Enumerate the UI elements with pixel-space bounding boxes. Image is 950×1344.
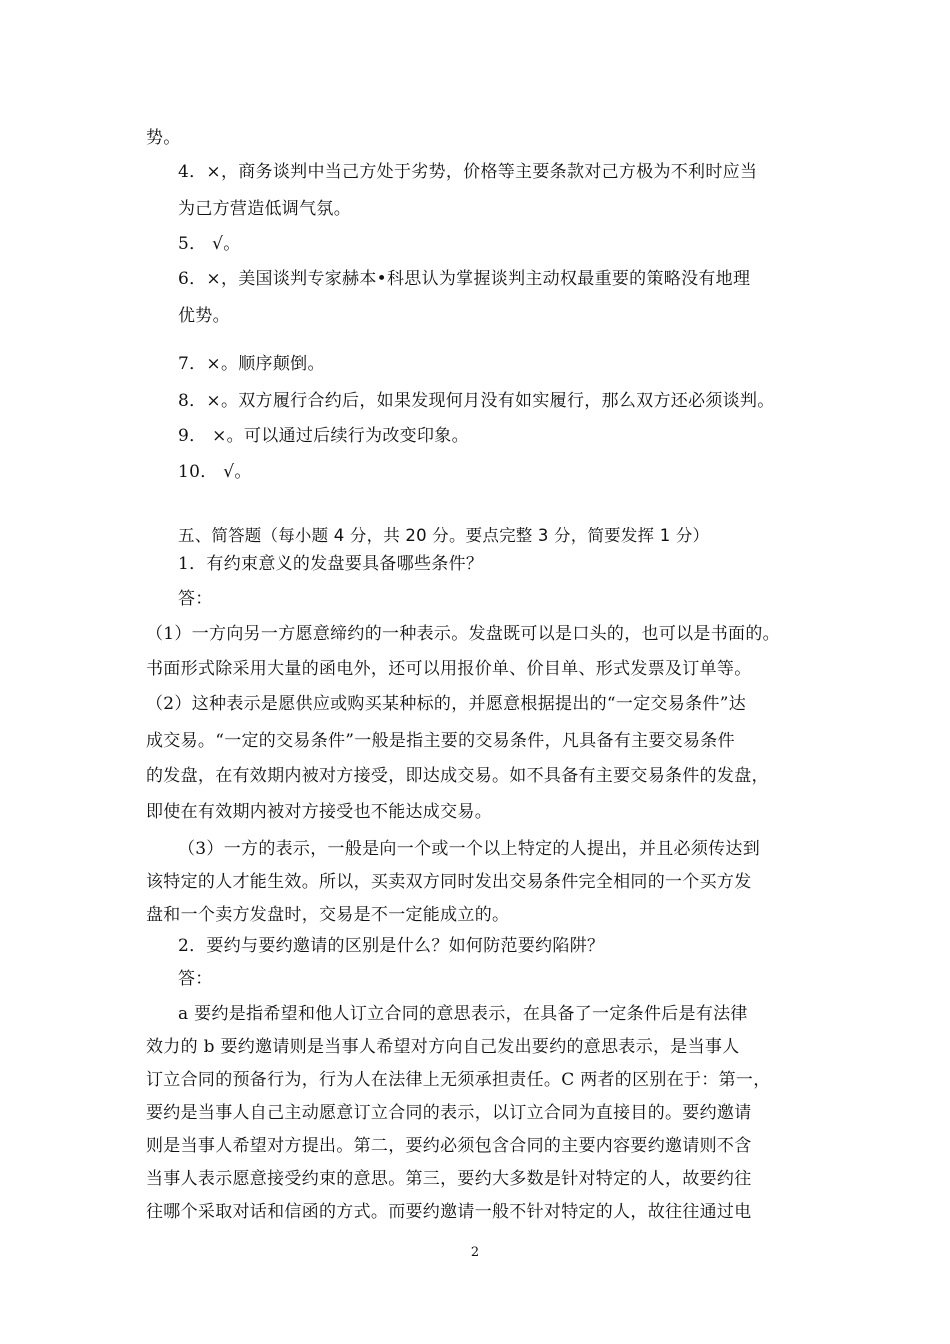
text-line: 8．×。双方履行合约后，如果发现何月没有如实履行，那么双方还必须谈判。 [178,391,775,411]
text-line: 优势。 [178,306,230,326]
question-line: 2．要约与要约邀请的区别是什么？如何防范要约陷阱？ [178,936,605,956]
text-line: 6．×，美国谈判专家赫本•科思认为掌握谈判主动权最重要的策略没有地理 [178,269,751,289]
text-line: （1）一方向另一方愿意缔约的一种表示。发盘既可以是口头的，也可以是书面的。 [146,624,780,644]
text-line: 书面形式除采用大量的函电外，还可以用报价单、价目单、形式发票及订单等。 [146,659,752,679]
text-line: 10． √。 [178,462,252,482]
text-line: （3）一方的表示，一般是向一个或一个以上特定的人提出，并且必须传达到 [178,839,761,859]
text-line: 效力的 b 要约邀请则是当事人希望对方向自己发出要约的意思表示，是当事人 [146,1037,740,1057]
text-line: 该特定的人才能生效。所以，买卖双方同时发出交易条件完全相同的一个买方发 [146,872,752,892]
text-line: 的发盘，在有效期内被对方接受，即达成交易。如不具备有主要交易条件的发盘， [146,766,769,786]
text-line: 5． √。 [178,234,241,254]
section-heading: 五、简答题（每小题 4 分，共 20 分。要点完整 3 分，简要发挥 1 分） [178,526,710,545]
text-line: 当事人表示愿意接受约束的意思。第三，要约大多数是针对特定的人，故要约往 [146,1169,752,1189]
text-line: 要约是当事人自己主动愿意订立合同的表示，以订立合同为直接目的。要约邀请 [146,1103,752,1123]
text-line: 势。 [146,128,181,148]
question-line: 1．有约束意义的发盘要具备哪些条件？ [178,554,484,574]
text-line: 7．×。顺序颠倒。 [178,354,325,374]
text-line: 订立合同的预备行为，行为人在法律上无须承担责任。C 两者的区别在于：第一， [146,1070,771,1090]
text-line: 为己方营造低调气氛。 [178,199,351,219]
answer-label: 答： [178,589,213,609]
text-line: （2）这种表示是愿供应或购买某种标的，并愿意根据提出的“一定交易条件”达 [146,694,746,714]
answer-label: 答： [178,969,213,989]
text-line: 往哪个采取对话和信函的方式。而要约邀请一般不针对特定的人，故往往通过电 [146,1202,752,1222]
page-number: 2 [470,1245,480,1260]
text-line: 4．×，商务谈判中当己方处于劣势，价格等主要条款对己方极为不利时应当 [178,162,758,182]
text-line: a 要约是指希望和他人订立合同的意思表示，在具备了一定条件后是有法律 [178,1004,748,1024]
text-line: 9． ×。可以通过后续行为改变印象。 [178,426,469,446]
text-line: 成交易。“一定的交易条件”一般是指主要的交易条件，凡具备有主要交易条件 [146,731,735,751]
text-line: 则是当事人希望对方提出。第二，要约必须包含合同的主要内容要约邀请则不含 [146,1136,752,1156]
text-line: 即使在有效期内被对方接受也不能达成交易。 [146,802,492,822]
text-line: 盘和一个卖方发盘时，交易是不一定能成立的。 [146,905,510,925]
